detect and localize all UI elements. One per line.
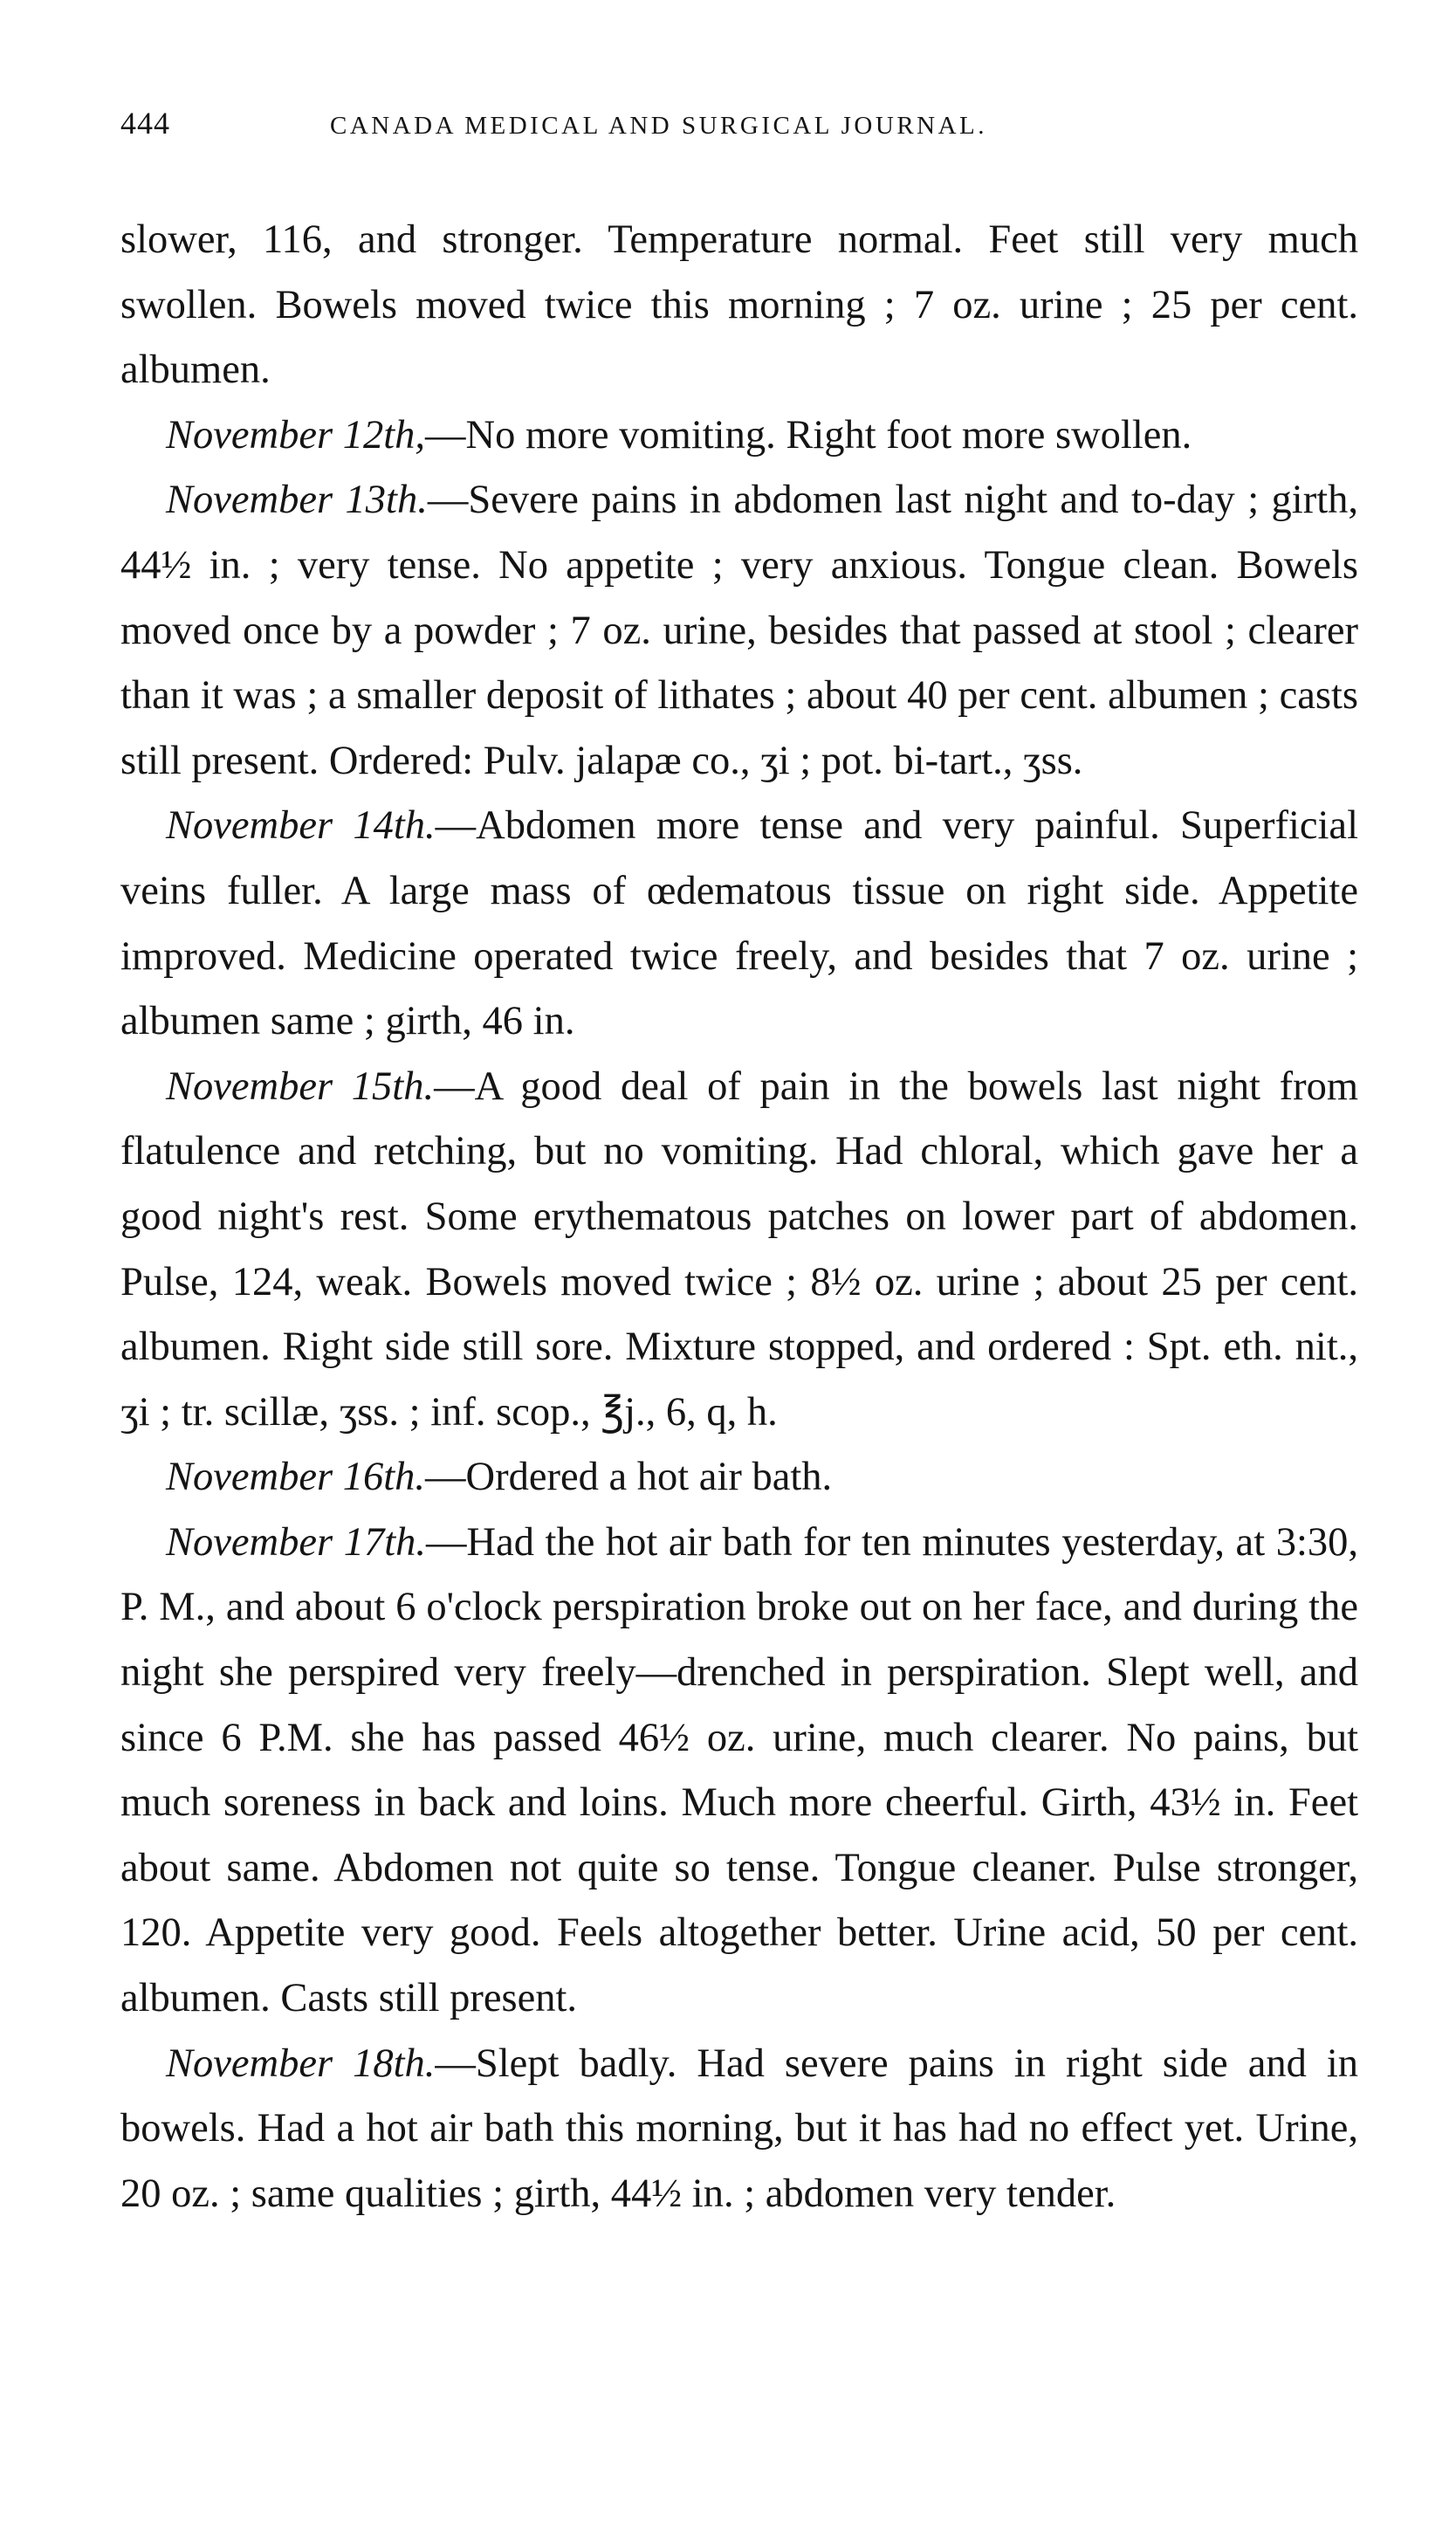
entry-date: November 12th,	[166, 412, 426, 458]
entry-november-16	[120, 1445, 1358, 1511]
entry-date: November 18th.	[166, 2041, 436, 2086]
entry-november-13	[120, 468, 1358, 794]
paragraph-continued	[120, 208, 1358, 403]
page-number: 444	[120, 106, 170, 141]
article-body	[120, 208, 1358, 2227]
entry-text: —Ordered a hot air bath.	[425, 1455, 833, 1500]
entry-november-17	[120, 1511, 1358, 2032]
entry-november-14	[120, 794, 1358, 1054]
entry-date: November 16th.	[166, 1455, 426, 1500]
running-head	[120, 105, 1358, 168]
entry-text: —A good deal of pain in the bowels last night from flatulence and retching, but no vomiting. Had chloral, which gave her a good night's rest. Some erythematous patches on lower part of abdomen. Pulse, 124, weak. Bowels moved twice ; 8½ oz. urine ; about 25 per cent. albumen. Right side still sore. Mixture stopped, and ordered : Spt. eth. nit., ʒi ; tr. scillæ, ʒss. ; inf. scop., ℥j., 6, q, h.	[120, 1063, 1358, 1435]
entry-date: November 13th.	[166, 478, 428, 523]
journal-page	[120, 105, 1358, 2227]
entry-november-12	[120, 403, 1358, 469]
paragraph-text: slower, 116, and stronger. Temperature normal. Feet still very much swollen. Bowels moved twice this morning ; 7 oz. urine ; 25 per cent. albumen.	[120, 217, 1358, 393]
entry-text: —Severe pains in abdomen last night and to-day ; girth, 44½ in. ; very tense. No appetite ; very anxious. Tongue clean. Bowels moved once by a powder ; 7 oz. urine, besides that passed at stool ; clearer than it was ; a smaller deposit of lithates ; about 40 per cent. albumen ; casts still present. Ordered: Pulv. jalapæ co., ʒi ; pot. bi-tart., ʒss.	[120, 478, 1358, 783]
entry-date: November 14th.	[166, 803, 436, 849]
entry-text: —Had the hot air bath for ten minutes yesterday, at 3:30, P. M., and about 6 o'clock perspiration broke out on her face, and during the night she perspired very freely—drenched in perspiration. Slept well, and since 6 P.M. she has passed 46½ oz. urine, much clearer. No pains, but much soreness in back and loins. Much more cheerful. Girth, 43½ in. Feet about same. Abdomen not quite so tense. Tongue cleaner. Pulse stronger, 120. Appetite very good. Feels altogether better. Urine acid, 50 per cent. albumen. Casts still present.	[120, 1519, 1358, 2021]
journal-title: CANADA MEDICAL AND SURGICAL JOURNAL.	[330, 112, 988, 140]
entry-text: —Slept badly. Had severe pains in right side and in bowels. Had a hot air bath this morning, but it has had no effect yet. Urine, 20 oz. ; same qualities ; girth, 44½ in. ; abdomen very tender.	[120, 2041, 1358, 2216]
entry-november-18	[120, 2032, 1358, 2227]
entry-text: —Abdomen more tense and very painful. Superficial veins fuller. A large mass of œdematous tissue on right side. Appetite improved. Medicine operated twice freely, and besides that 7 oz. urine ; albumen same ; girth, 46 in.	[120, 803, 1358, 1044]
entry-november-15	[120, 1055, 1358, 1446]
entry-date: November 17th.	[166, 1519, 426, 1565]
entry-date: November 15th.	[166, 1063, 435, 1109]
entry-text: —No more vomiting. Right foot more swollen.	[425, 412, 1192, 458]
